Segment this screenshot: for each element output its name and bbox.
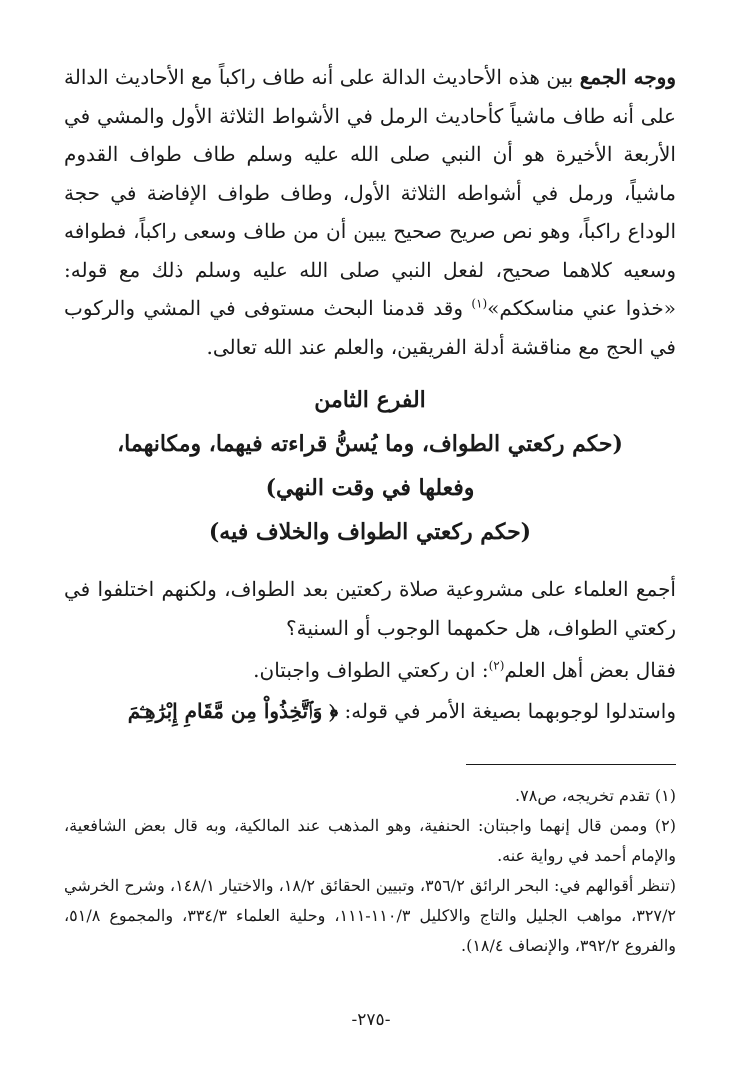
paragraph-text: فقال بعض أهل العلم bbox=[504, 658, 676, 682]
footnote: (تنظر أقوالهم في: البحر الرائق ٣٥٦/٢، وتبيين الحقائق ١٨/٢، والاختيار ١٤٨/١، وشرح الخرشي ٣٢٧/٢، مواهب الجليل والتاج والاكليل ١١٠/٣-١١١، وحلية العلماء ٣٣٤/٣، والمجموع ٥١/٨، والفروع ٣٩٢/٢، والإنصاف ١٨/٤). bbox=[64, 876, 677, 955]
quran-verse: ﴿ وَٱتَّخِذُواْ مِن مَّقَامِ إِبْرَٰهِـۧمَ bbox=[127, 698, 339, 723]
footnote-divider bbox=[466, 764, 676, 765]
paragraph-lead: ووجه الجمع bbox=[579, 65, 677, 89]
page-number: -٢٧٥- bbox=[351, 1010, 391, 1030]
footnote-ref[interactable]: (٢) bbox=[488, 658, 505, 673]
section-title: الفرع الثامن bbox=[314, 387, 426, 413]
footnote: (٢) وممن قال إنهما واجبتان: الحنفية، وهو المذهب عند المالكية، وبه قال بعض الشافعية، والإمام أحمد في رواية عنه. bbox=[64, 816, 676, 865]
body-paragraph bbox=[64, 58, 676, 366]
body-paragraph: أجمع العلماء على مشروعية صلاة ركعتين بعد الطواف، ولكنهم اختلفوا في ركعتي الطواف، هل حكمهما الوجوب أو السنية؟ bbox=[64, 577, 676, 640]
body-paragraph bbox=[64, 692, 676, 731]
footnote: (١) تقدم تخريجه، ص٧٨. bbox=[515, 786, 676, 805]
paragraph-text: بين هذه الأحاديث الدالة على أنه طاف راكباً مع الأحاديث الدالة على أنه طاف ماشياً كأحاديث الرمل في الأشواط الثلاثة الأول والمشي في الأربعة الأخيرة هو أن النبي صلى الله عليه وسلم طاف طواف القدوم ماشياً، ورمل في أشواطه الثلاثة الأول، وطاف طواف الإفاضة في حجة الوداع راكباً، وهو نص صريح صحيح يبين أن من طاف وسعى راكباً، فطوافه وسعيه كلاهما صحيح، لفعل النبي صلى الله عليه وسلم ذلك مع قوله: «خذوا عني مناسككم» bbox=[64, 65, 677, 320]
paragraph-text-continued: وقد قدمنا البحث مستوفى في المشي والركوب في الحج مع مناقشة أدلة الفريقين، والعلم عند الله تعالى. bbox=[64, 296, 676, 359]
paragraph-text: : ان ركعتي الطواف واجبتان. bbox=[253, 658, 489, 682]
paragraph-text: واستدلوا لوجوبهما بصيغة الأمر في قوله: bbox=[344, 698, 676, 723]
section-subtitle: (حكم ركعتي الطواف، وما يُسنُّ قراءته فيهما، ومكانهما، bbox=[117, 431, 623, 457]
body-paragraph bbox=[64, 651, 676, 690]
footnote-ref[interactable]: (١) bbox=[471, 296, 488, 311]
section-subtitle: وفعلها في وقت النهي) bbox=[265, 475, 475, 501]
section-subtitle: (حكم ركعتي الطواف والخلاف فيه) bbox=[208, 519, 532, 545]
